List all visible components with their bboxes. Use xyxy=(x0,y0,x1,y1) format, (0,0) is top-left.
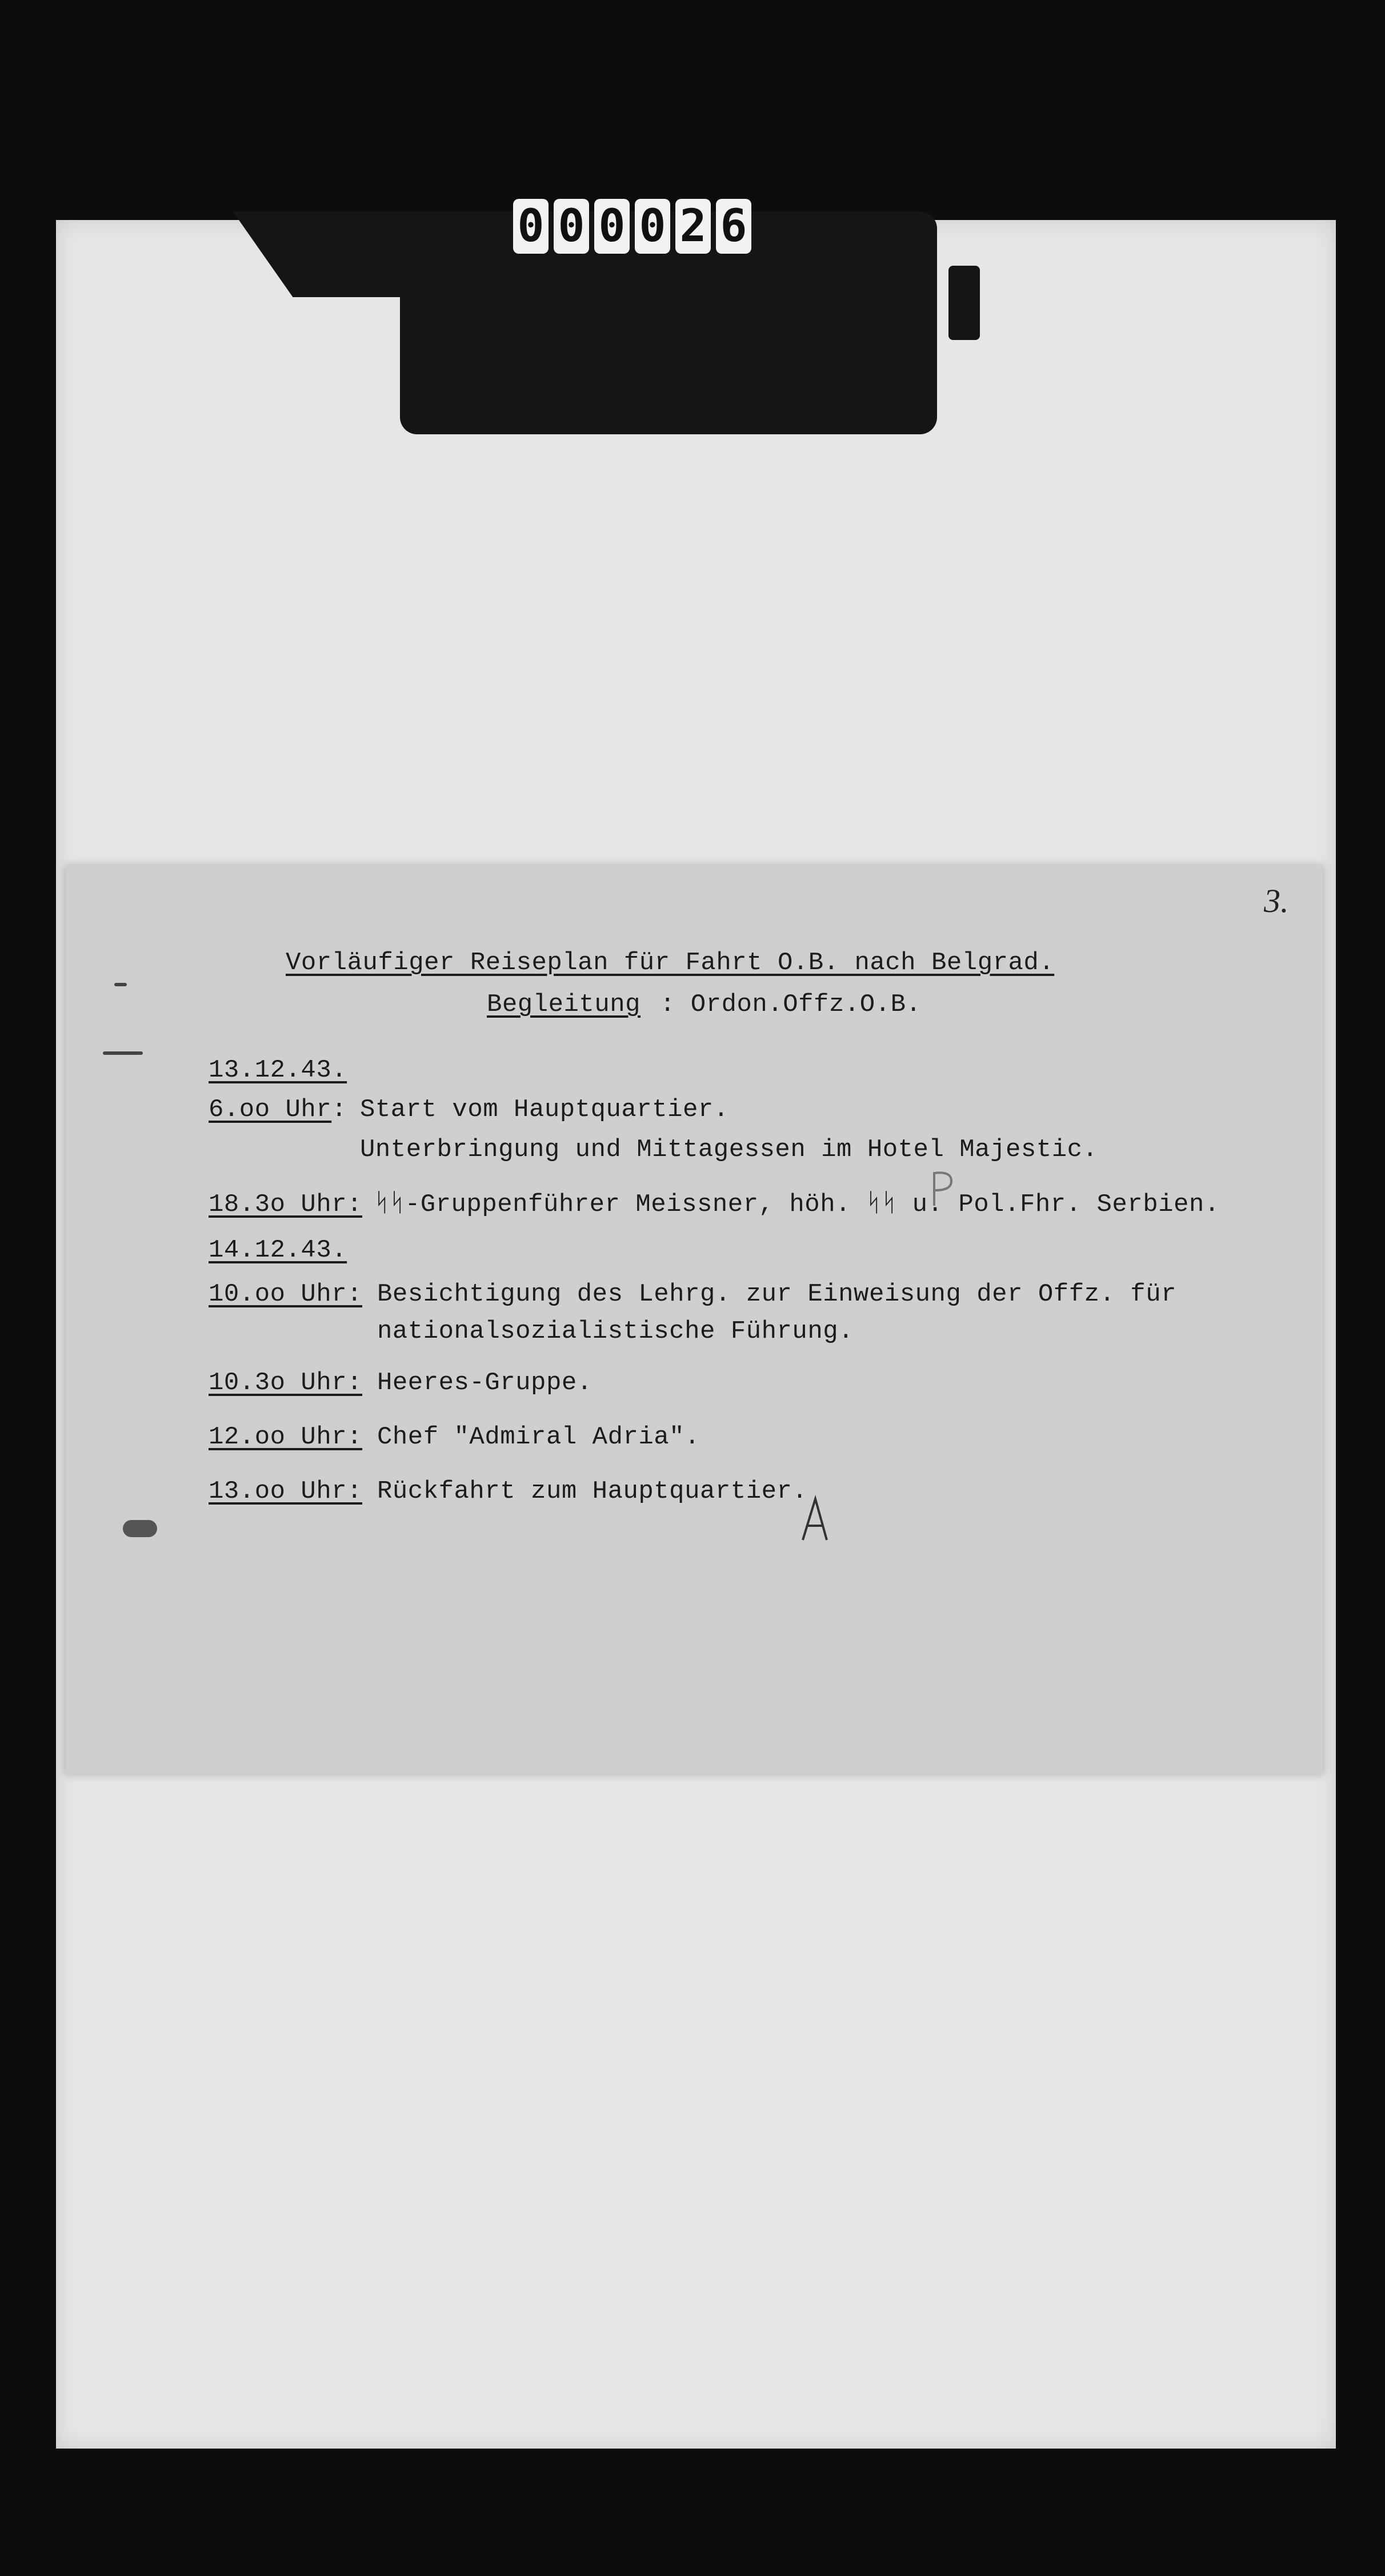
counter-digit: 0 xyxy=(635,199,670,254)
entry-time: 18.3o Uhr: xyxy=(209,1190,363,1219)
entry-time: 10.oo Uhr: xyxy=(209,1280,363,1309)
escort-value: : Ordon.Offz.O.B. xyxy=(660,990,922,1019)
entry-time: 12.oo Uhr: xyxy=(209,1423,363,1451)
counter-digit: 0 xyxy=(594,199,630,254)
entry-text: Start vom Hauptquartier. xyxy=(360,1095,729,1124)
entry-time: 10.3o Uhr: xyxy=(209,1369,363,1397)
entry-time xyxy=(209,1095,347,1124)
entry-text: Chef "Admiral Adria". xyxy=(377,1423,700,1451)
entry-text-continued: nationalsozialistische Führung. xyxy=(377,1317,854,1346)
entry-text-continued: Unterbringung und Mittagessen im Hotel Majestic. xyxy=(360,1135,1098,1164)
entry-text: ᛋᛋ-Gruppenführer Meissner, höh. ᛋᛋ u. Pol.Fhr. Serbien. xyxy=(374,1190,1220,1219)
frame-counter xyxy=(513,199,751,256)
entry-time: 13.oo Uhr: xyxy=(209,1477,363,1506)
escort-label: Begleitung xyxy=(487,990,641,1019)
entry-time-value: 6.oo Uhr xyxy=(209,1095,332,1124)
frame-counter-tab xyxy=(948,266,980,340)
day-date: 13.12.43. xyxy=(209,1056,347,1085)
entry-time-separator: : xyxy=(331,1095,347,1124)
punch-mark xyxy=(114,983,127,986)
entry-text: Heeres-Gruppe. xyxy=(377,1369,593,1397)
entry-text: Rückfahrt zum Hauptquartier. xyxy=(377,1477,808,1506)
counter-digit: 2 xyxy=(675,199,711,254)
counter-digit: 0 xyxy=(554,199,589,254)
punch-mark xyxy=(123,1520,157,1537)
handwritten-mark xyxy=(928,1169,963,1209)
day-date: 14.12.43. xyxy=(209,1236,347,1265)
counter-digit: 6 xyxy=(716,199,751,254)
page-number: 3. xyxy=(1264,882,1289,919)
punch-mark xyxy=(103,1051,143,1055)
itinerary-title: Vorläufiger Reiseplan für Fahrt O.B. nach Belgrad. xyxy=(286,949,1055,977)
counter-digit: 0 xyxy=(513,199,549,254)
entry-text: Besichtigung des Lehrg. zur Einweisung der Offz. für xyxy=(377,1280,1177,1309)
handwritten-mark xyxy=(797,1494,837,1546)
